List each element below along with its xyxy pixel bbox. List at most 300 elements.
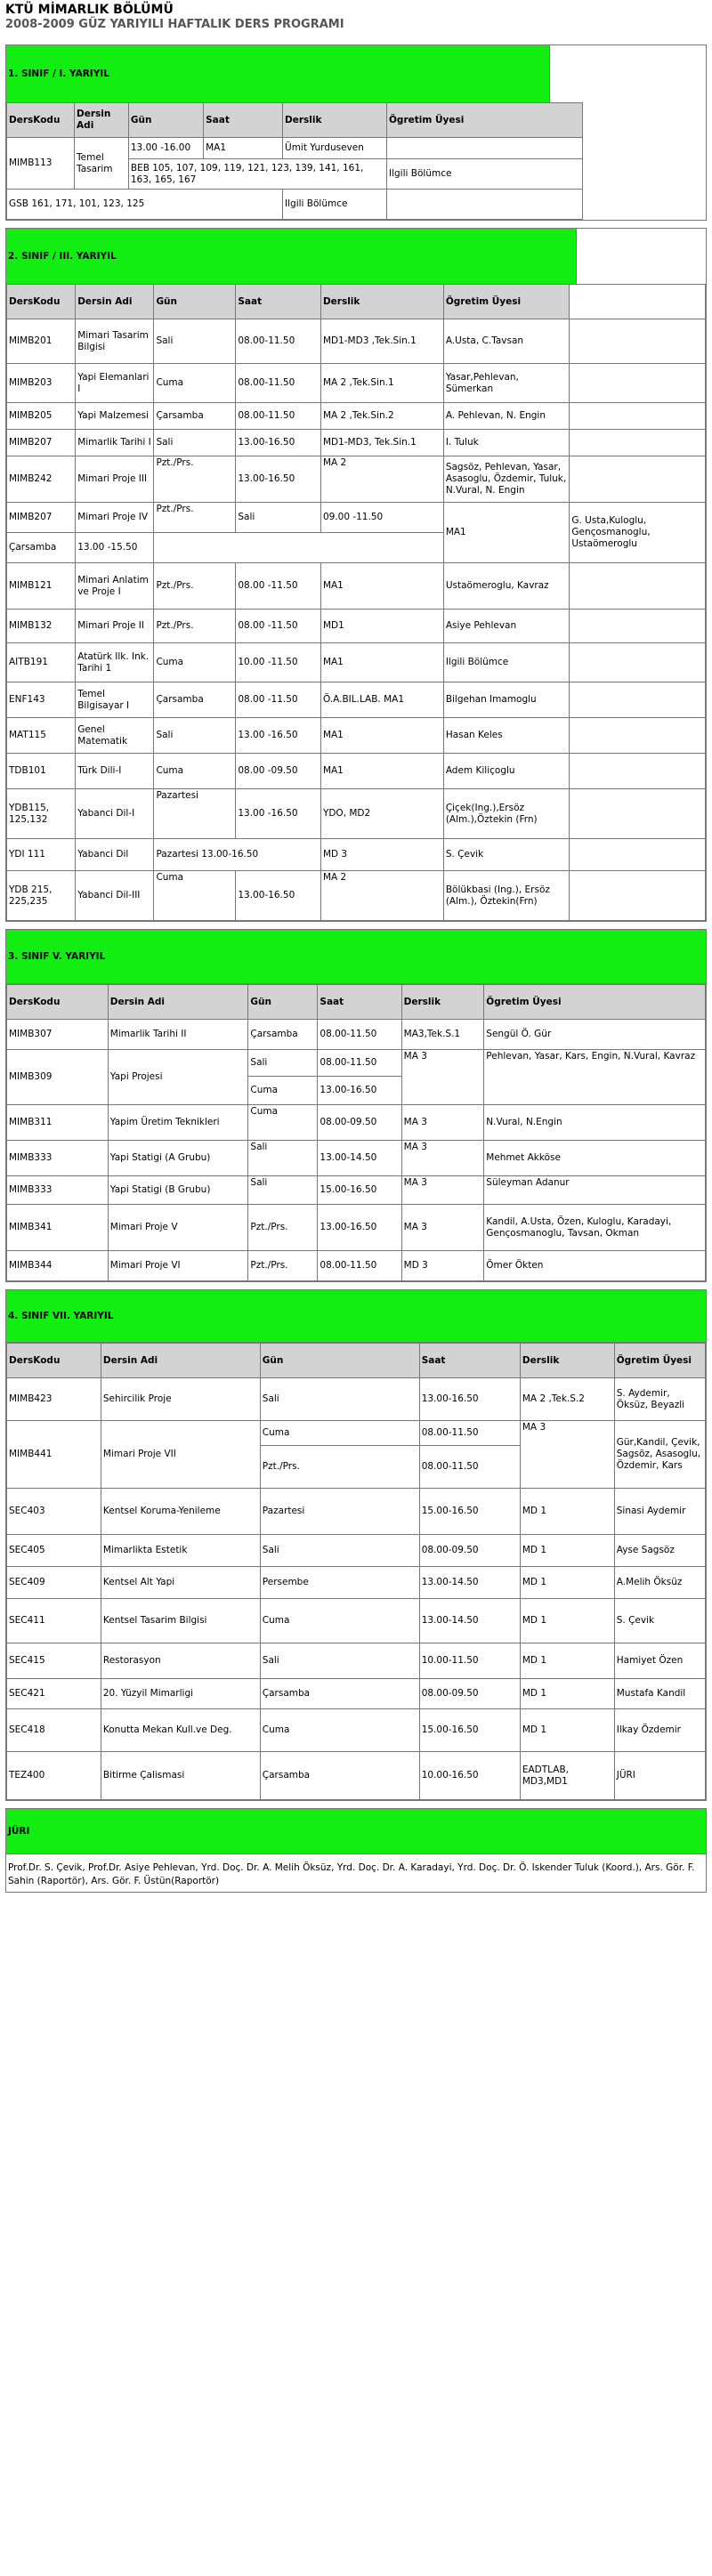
table-row (7, 789, 706, 839)
table-header-row (7, 1344, 706, 1378)
course-room: MD 1 (520, 1489, 614, 1535)
course-room: MD 1 (520, 1643, 614, 1679)
table-row (7, 319, 706, 364)
course-name: Mimari Anlatim ve Proje I (76, 563, 154, 610)
course-instructor: S. Çevik (443, 839, 570, 871)
section-juri (5, 1808, 707, 1893)
empty-cell (570, 789, 706, 839)
col-header: DersKodu (7, 1344, 101, 1378)
course-time: 13.00-16.50 (318, 1205, 401, 1251)
table-row (7, 1251, 706, 1281)
course-code: SEC405 (7, 1535, 101, 1567)
course-name: Genel Matematik (76, 718, 154, 754)
schedule-table (6, 1343, 706, 1800)
table-row (7, 1489, 706, 1535)
table-row (7, 1599, 706, 1643)
course-time: 13.00 -15.50 (76, 533, 154, 563)
course-day: Pzt./Prs. (154, 503, 236, 533)
course-instructor: Mustafa Kandil (614, 1679, 705, 1709)
course-code: TDB101 (7, 754, 76, 789)
course-day: Sali (154, 718, 236, 754)
table-header-row (7, 985, 706, 1020)
course-code: MIMB203 (7, 364, 76, 403)
course-room: MA 3 (401, 1205, 484, 1251)
course-room: MA1 (320, 718, 443, 754)
col-header: Derslik (320, 285, 443, 319)
course-room: MD1 (320, 610, 443, 643)
course-day: Cuma (260, 1709, 419, 1752)
course-room: MD 1 (520, 1679, 614, 1709)
course-instructor: Çiçek(Ing.),Ersöz (Alm.),Öztekin (Frn) (443, 789, 570, 839)
course-room: MA 3 (520, 1421, 614, 1489)
course-room: MD1-MD3 ,Tek.Sin.1 (320, 319, 443, 364)
course-day: Cuma (248, 1105, 318, 1141)
col-header: Saat (236, 285, 321, 319)
course-instructor: JÜRI (614, 1752, 705, 1800)
table-row (7, 839, 706, 871)
course-time: 08.00-09.50 (318, 1105, 401, 1141)
course-day: Çarsamba (7, 533, 76, 563)
section-sinif-2 (5, 228, 707, 922)
course-day: Pzt./Prs. (260, 1446, 419, 1489)
course-time: 08.00-11.50 (318, 1050, 401, 1077)
course-room: MA1 (443, 503, 570, 563)
course-name: Sehircilik Proje (101, 1378, 260, 1421)
table-row (7, 718, 706, 754)
course-time: 08.00 -11.50 (236, 610, 321, 643)
course-room: MD 3 (401, 1251, 484, 1281)
course-code: MIMB333 (7, 1176, 109, 1205)
col-header: DersKodu (7, 103, 75, 138)
course-name: Yapi Statigi (A Grubu) (108, 1141, 248, 1176)
course-room: MA 2 ,Tek.Sin.2 (320, 403, 443, 430)
course-instructor: Ömer Ökten (484, 1251, 706, 1281)
col-header: Derslik (283, 103, 387, 138)
course-code: SEC418 (7, 1709, 101, 1752)
table-row (7, 403, 706, 430)
col-header: DersKodu (7, 985, 109, 1020)
table-row (7, 1752, 706, 1800)
course-code: SEC421 (7, 1679, 101, 1709)
col-header: Ögretim Üyesi (614, 1344, 705, 1378)
course-room: MA1 (204, 138, 283, 159)
course-time: 13.00-14.50 (318, 1141, 401, 1176)
course-day: Cuma (154, 643, 236, 682)
table-row (7, 1709, 706, 1752)
col-header: Gün (128, 103, 203, 138)
empty-cell (570, 403, 706, 430)
course-code: SEC411 (7, 1599, 101, 1643)
course-room: MD1-MD3, Tek.Sin.1 (320, 430, 443, 456)
empty-cell (570, 839, 706, 871)
table-row (7, 456, 706, 503)
course-name: Yapi Elemanlari I (76, 364, 154, 403)
course-code: SEC403 (7, 1489, 101, 1535)
course-instructor: Bilgehan Imamoglu (443, 682, 570, 718)
course-room: MA 2 (320, 456, 443, 503)
course-room: MD 1 (520, 1599, 614, 1643)
course-room: MD 1 (520, 1535, 614, 1567)
course-day: Cuma (260, 1599, 419, 1643)
course-instructor: A.Usta, C.Tavsan (443, 319, 570, 364)
course-day: Persembe (260, 1567, 419, 1599)
course-time: 08.00-11.50 (236, 319, 321, 364)
table-row (7, 503, 706, 533)
course-day: Pzt./Prs. (154, 563, 236, 610)
course-code: ENF143 (7, 682, 76, 718)
course-day: Çarsamba (248, 1020, 318, 1050)
course-code: YDI 111 (7, 839, 76, 871)
empty-cell (570, 682, 706, 718)
course-instructor: Yasar,Pehlevan, Sümerkan (443, 364, 570, 403)
course-instructor: A. Pehlevan, N. Engin (443, 403, 570, 430)
course-day: Cuma (154, 871, 236, 921)
course-room: Ö.A.BIL.LAB. MA1 (320, 682, 443, 718)
course-name: Yabanci Dil-III (76, 871, 154, 921)
course-code: YDB 215, 225,235 (7, 871, 76, 921)
course-time: 15.00-16.50 (419, 1709, 520, 1752)
course-day-time: Pazartesi 13.00-16.50 (154, 839, 321, 871)
col-header: Derslik (520, 1344, 614, 1378)
col-header: Gün (248, 985, 318, 1020)
course-name: Temel Bilgisayar I (76, 682, 154, 718)
table-row (7, 138, 583, 159)
table-row (7, 364, 706, 403)
table-row (7, 754, 706, 789)
course-instructor: Hamiyet Özen (614, 1643, 705, 1679)
empty-cell (570, 643, 706, 682)
course-day: Çarsamba (260, 1752, 419, 1800)
course-time: 13.00-14.50 (419, 1567, 520, 1599)
empty-cell (570, 364, 706, 403)
course-room: MD 1 (520, 1567, 614, 1599)
course-instructor: Ümit Yurduseven (283, 138, 387, 159)
empty-cell (570, 456, 706, 503)
course-code: MIMB344 (7, 1251, 109, 1281)
course-time: 08.00-11.50 (236, 364, 321, 403)
section-sinif-3 (5, 929, 707, 1282)
course-name: Mimari Proje VII (101, 1421, 260, 1489)
empty-cell (570, 610, 706, 643)
course-time: 13.00-16.50 (236, 430, 321, 456)
table-header-row (7, 103, 583, 138)
course-code: MIMB242 (7, 456, 76, 503)
course-time: 08.00 -09.50 (236, 754, 321, 789)
course-time: 10.00 -11.50 (236, 643, 321, 682)
course-name: Kentsel Tasarim Bilgisi (101, 1599, 260, 1643)
course-day: Pazartesi (154, 789, 236, 839)
course-instructor: Kandil, A.Usta, Özen, Kuloglu, Karadayi, Gençosmanoglu, Tavsan, Okman (484, 1205, 706, 1251)
course-code: MIMB205 (7, 403, 76, 430)
table-row (7, 682, 706, 718)
course-time: 08.00-11.50 (318, 1251, 401, 1281)
course-code: MIMB309 (7, 1050, 109, 1105)
empty-cell (570, 285, 706, 319)
course-instructor: Ilgili Bölümce (387, 159, 583, 190)
table-row (7, 1643, 706, 1679)
course-instructor: Hasan Keles (443, 718, 570, 754)
course-name: Mimari Proje V (108, 1205, 248, 1251)
course-instructor: Ustaömeroglu, Kavraz (443, 563, 570, 610)
course-name: Yapi Statigi (B Grubu) (108, 1176, 248, 1205)
course-room: EADTLAB, MD3,MD1 (520, 1752, 614, 1800)
juri-members: Prof.Dr. S. Çevik, Prof.Dr. Asiye Pehlevan, Yrd. Doç. Dr. A. Melih Öksüz, Yrd. Doç. Dr. A. Karadayi, Yrd. Doç. Dr. Ö. Iskender Tuluk (Koord.), Ars. Gör. F. Sahin (Raportör), Ars. Gör. F. Üstün(Raportör) (8, 1862, 695, 1886)
empty-cell (570, 319, 706, 364)
course-room: MD 1 (520, 1709, 614, 1752)
course-name: Kentsel Koruma-Yenileme (101, 1489, 260, 1535)
course-room: MA3,Tek.S.1 (401, 1020, 484, 1050)
course-instructor: S. Çevik (614, 1599, 705, 1643)
course-name: Mimari Proje IV (76, 503, 154, 533)
course-room: MA 3 (401, 1176, 484, 1205)
course-time: 15.00-16.50 (419, 1489, 520, 1535)
empty-cell (570, 754, 706, 789)
course-room: MA1 (320, 563, 443, 610)
table-row (7, 1176, 706, 1205)
course-code: MIMB201 (7, 319, 76, 364)
table-row (7, 610, 706, 643)
course-time: 15.00-16.50 (318, 1176, 401, 1205)
course-instructor: Adem Kiliçoglu (443, 754, 570, 789)
course-instructor: Sagsöz, Pehlevan, Yasar, Asasoglu, Özdemir, Tuluk, N.Vural, N. Engin (443, 456, 570, 503)
course-room: MD 3 (320, 839, 443, 871)
course-room: MA 3 (401, 1105, 484, 1141)
course-name: Yabanci Dil (76, 839, 154, 871)
course-instructor: Asiye Pehlevan (443, 610, 570, 643)
table-row (7, 871, 706, 921)
course-day: Sali (260, 1643, 419, 1679)
col-header: Dersin Adi (75, 103, 129, 138)
course-name: Restorasyon (101, 1643, 260, 1679)
course-instructor: I. Tuluk (443, 430, 570, 456)
course-day: Sali (154, 430, 236, 456)
course-instructor: Bölükbasi (Ing.), Ersöz (Alm.), Öztekin(Frn) (443, 871, 570, 921)
course-name: Atatürk Ilk. Ink. Tarihi 1 (76, 643, 154, 682)
section-sinif-1 (5, 44, 707, 221)
course-code: SEC409 (7, 1567, 101, 1599)
course-name: Yabanci Dil-I (76, 789, 154, 839)
course-code: MIMB207 (7, 503, 76, 533)
course-name: Bitirme Çalismasi (101, 1752, 260, 1800)
schedule-table (6, 984, 706, 1281)
course-instructor: Ilgili Bölümce (443, 643, 570, 682)
course-time: 13.00-16.50 (236, 871, 321, 921)
table-row (7, 1050, 706, 1077)
course-instructor: Mehmet Akköse (484, 1141, 706, 1176)
course-code: SEC415 (7, 1643, 101, 1679)
schedule-table (6, 284, 706, 921)
course-room: YDO, MD2 (320, 789, 443, 839)
course-time: 13.00-14.50 (419, 1599, 520, 1643)
course-day: Çarsamba (154, 682, 236, 718)
col-header: DersKodu (7, 285, 76, 319)
empty-cell (570, 871, 706, 921)
course-time: 08.00-11.50 (318, 1020, 401, 1050)
col-header: Ögretim Üyesi (484, 985, 706, 1020)
course-code: MIMB311 (7, 1105, 109, 1141)
course-code: MIMB341 (7, 1205, 109, 1251)
table-row (7, 1421, 706, 1446)
course-day: Sali (154, 319, 236, 364)
section-heading-blank (577, 229, 706, 284)
empty-cell (387, 190, 583, 220)
table-row (7, 1141, 706, 1176)
course-day: Cuma (248, 1077, 318, 1105)
course-time: 08.00-09.50 (419, 1679, 520, 1709)
course-day: Pzt./Prs. (154, 456, 236, 503)
course-day: Sali (248, 1141, 318, 1176)
course-instructor: Sengül Ö. Gür (484, 1020, 706, 1050)
course-name: Türk Dili-I (76, 754, 154, 789)
course-name: Mimarlikta Estetik (101, 1535, 260, 1567)
course-name: Mimari Proje II (76, 610, 154, 643)
table-row (7, 1378, 706, 1421)
empty-cell (154, 533, 443, 563)
empty-cell (387, 138, 583, 159)
col-header: Saat (204, 103, 283, 138)
course-name: Mimari Tasarim Bilgisi (76, 319, 154, 364)
course-instructor: Sinasi Aydemir (614, 1489, 705, 1535)
col-header: Ögretim Üyesi (387, 103, 583, 138)
col-header: Dersin Adi (108, 985, 248, 1020)
table-row (7, 1679, 706, 1709)
table-row (7, 1535, 706, 1567)
table-row (7, 430, 706, 456)
course-room: MA 2 (320, 871, 443, 921)
course-code: MIMB207 (7, 430, 76, 456)
course-time: 08.00 -11.50 (236, 563, 321, 610)
course-day: Sali (236, 503, 321, 533)
table-row (7, 1105, 706, 1141)
section-heading: 1. SINIF / I. YARIYIL (6, 45, 550, 102)
col-header: Gün (260, 1344, 419, 1378)
course-room: MA 2 ,Tek.Sin.1 (320, 364, 443, 403)
course-time: 13.00 -16.50 (236, 789, 321, 839)
course-time: 13.00-16.50 (318, 1077, 401, 1105)
course-instructor: G. Usta,Kuloglu, Gençosmanoglu, Ustaömeroglu (570, 503, 706, 563)
course-day: Sali (248, 1176, 318, 1205)
course-code: MIMB333 (7, 1141, 109, 1176)
course-day: Cuma (154, 364, 236, 403)
course-time: 13.00-16.50 (236, 456, 321, 503)
course-name: Konutta Mekan Kull.ve Deg. (101, 1709, 260, 1752)
section-sinif-4 (5, 1289, 707, 1801)
course-room: MA 2 ,Tek.S.2 (520, 1378, 614, 1421)
table-row (7, 1020, 706, 1050)
gsb-instructor: Ilgili Bölümce (283, 190, 387, 220)
course-day: Sali (260, 1378, 419, 1421)
section-heading: 4. SINIF VII. YARIYIL (6, 1290, 706, 1343)
schedule-table (6, 102, 583, 220)
course-code: MIMB113 (7, 138, 75, 190)
section-heading: 2. SINIF / III. YARIYIL (6, 229, 577, 284)
col-header: Saat (419, 1344, 520, 1378)
page-title: KTÜ MİMARLIK BÖLÜMÜ (5, 3, 174, 17)
course-day: Çarsamba (154, 403, 236, 430)
course-instructor: S. Aydemir, Öksüz, Beyazli (614, 1378, 705, 1421)
course-code: MAT115 (7, 718, 76, 754)
course-day: Sali (260, 1535, 419, 1567)
table-row (7, 1205, 706, 1251)
course-name: Yapim Üretim Teknikleri (108, 1105, 248, 1141)
course-name: Kentsel Alt Yapi (101, 1567, 260, 1599)
course-instructor: N.Vural, N.Engin (484, 1105, 706, 1141)
juri-heading: JÜRI (6, 1809, 706, 1854)
section-heading: 3. SINIF V. YARIYIL (6, 930, 706, 984)
course-name: Mimarlik Tarihi I (76, 430, 154, 456)
course-time: 13.00-16.50 (419, 1378, 520, 1421)
course-instructor: Pehlevan, Yasar, Kars, Engin, N.Vural, Kavraz (484, 1050, 706, 1105)
page-subtitle: 2008-2009 GÜZ YARIYILI HAFTALIK DERS PROGRAMI (5, 18, 344, 31)
course-code: MIMB307 (7, 1020, 109, 1050)
table-header-row (7, 285, 706, 319)
course-room: MA1 (320, 643, 443, 682)
empty-cell (570, 563, 706, 610)
col-header: Gün (154, 285, 236, 319)
course-day: Pzt./Prs. (248, 1251, 318, 1281)
course-name: 20. Yüzyil Mimarligi (101, 1679, 260, 1709)
col-header: Dersin Adi (76, 285, 154, 319)
table-row (7, 190, 583, 220)
course-day: Sali (248, 1050, 318, 1077)
empty-cell (570, 430, 706, 456)
course-instructor: A.Melih Öksüz (614, 1567, 705, 1599)
course-code: MIMB423 (7, 1378, 101, 1421)
course-room: MA1 (320, 754, 443, 789)
course-code: YDB115, 125,132 (7, 789, 76, 839)
course-day: Cuma (154, 754, 236, 789)
table-row (7, 1567, 706, 1599)
course-instructor: Süleyman Adanur (484, 1176, 706, 1205)
course-instructor: Gür,Kandil, Çevik, Sagsöz, Asasoglu, Özdemir, Kars (614, 1421, 705, 1489)
course-code: MIMB132 (7, 610, 76, 643)
course-code: AITB191 (7, 643, 76, 682)
course-day: Cuma (260, 1421, 419, 1446)
col-header: Dersin Adi (101, 1344, 260, 1378)
course-name: Mimarlik Tarihi II (108, 1020, 248, 1050)
course-time: 08.00-11.50 (419, 1421, 520, 1446)
course-time: 08.00-09.50 (419, 1535, 520, 1567)
col-header: Derslik (401, 985, 484, 1020)
course-day: Pzt./Prs. (248, 1205, 318, 1251)
course-code: MIMB121 (7, 563, 76, 610)
col-header: Saat (318, 985, 401, 1020)
course-day: Pazartesi (260, 1489, 419, 1535)
course-name: Yapi Malzemesi (76, 403, 154, 430)
course-time: 08.00-11.50 (419, 1446, 520, 1489)
course-instructor: Ilkay Özdemir (614, 1709, 705, 1752)
course-time: 08.00 -11.50 (236, 682, 321, 718)
course-rooms: BEB 105, 107, 109, 119, 121, 123, 139, 141, 161, 163, 165, 167 (128, 159, 386, 190)
course-time: 13.00 -16.50 (236, 718, 321, 754)
course-instructor: Ayse Sagsöz (614, 1535, 705, 1567)
section-heading-blank (550, 45, 706, 102)
course-code: MIMB441 (7, 1421, 101, 1489)
course-day: Çarsamba (260, 1679, 419, 1709)
course-time: 08.00-11.50 (236, 403, 321, 430)
table-row (7, 643, 706, 682)
course-time: 10.00-11.50 (419, 1643, 520, 1679)
course-name: Yapi Projesi (108, 1050, 248, 1105)
course-name: Mimari Proje III (76, 456, 154, 503)
course-time: 10.00-16.50 (419, 1752, 520, 1800)
course-name: Mimari Proje VI (108, 1251, 248, 1281)
course-code: TEZ400 (7, 1752, 101, 1800)
course-room: MA 3 (401, 1050, 484, 1105)
table-row (7, 563, 706, 610)
course-time: 09.00 -11.50 (320, 503, 443, 533)
course-name: Temel Tasarim (75, 138, 129, 190)
